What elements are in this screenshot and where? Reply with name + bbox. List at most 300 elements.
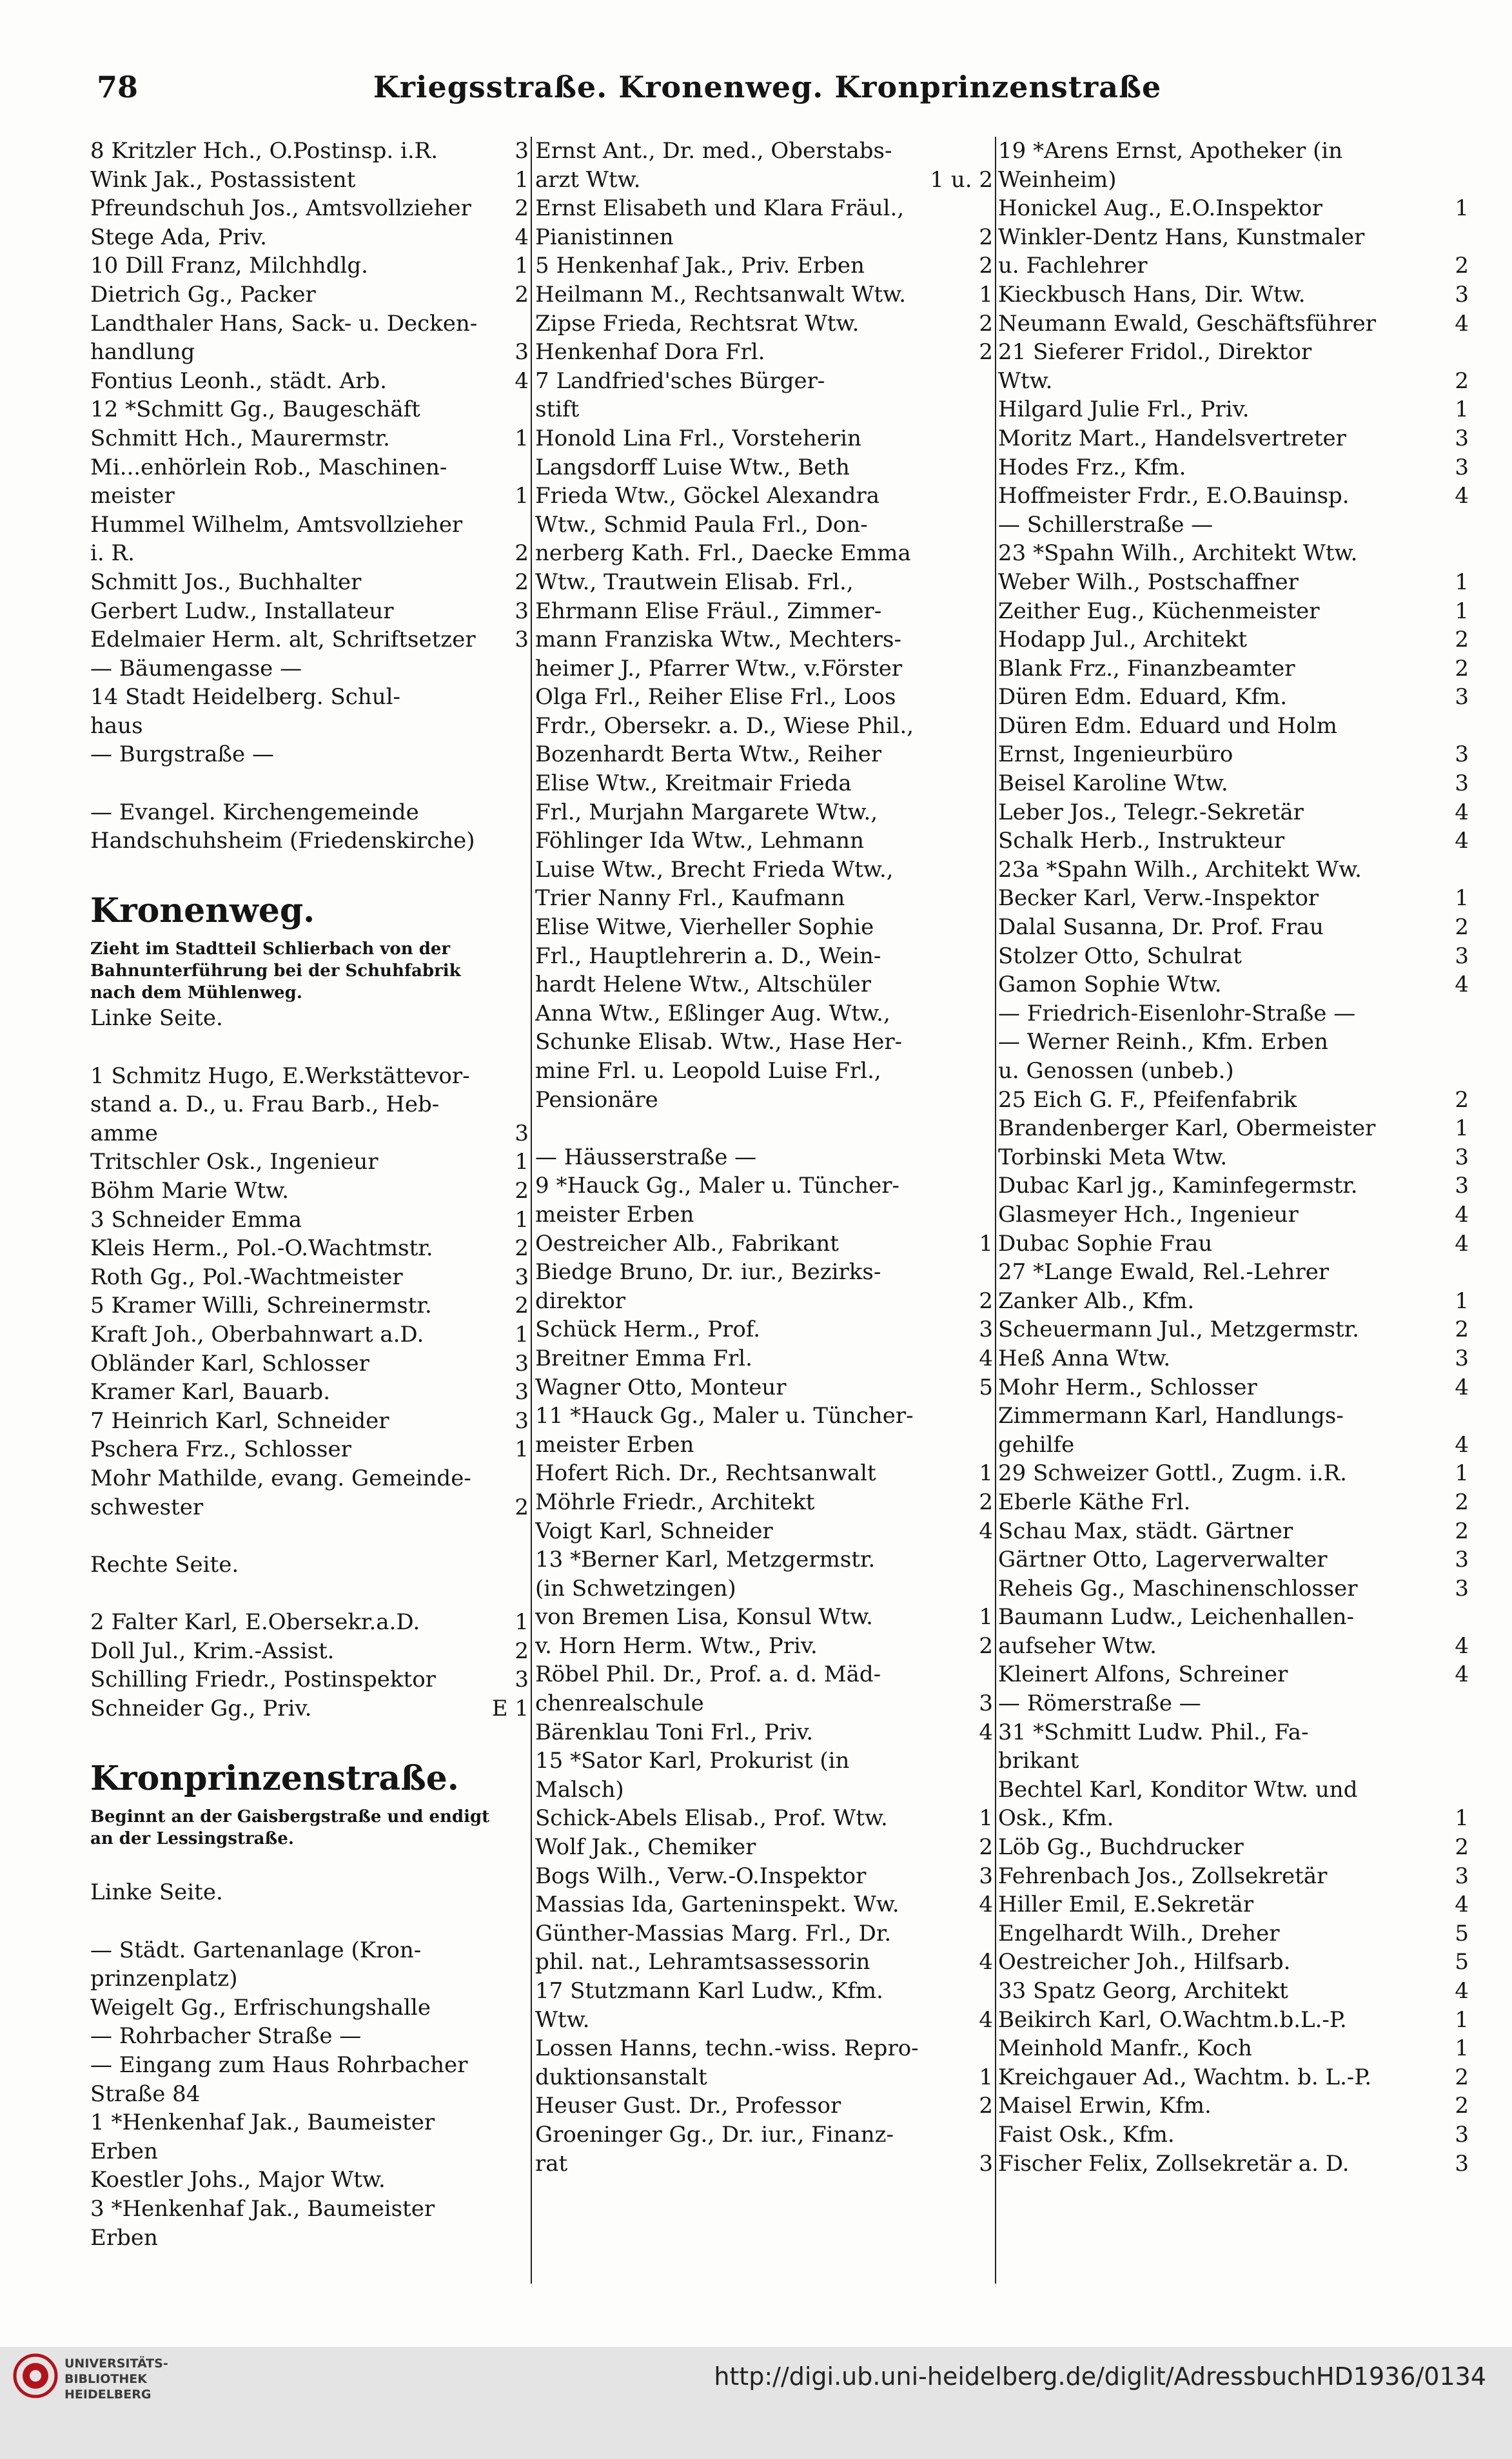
entry-text: Biedge Bruno, Dr. iur., Bezirks- [535,1259,881,1286]
entry-text: Zipse Frieda, Rechtsrat Wtw. [535,310,859,337]
entry-text: 31 *Schmitt Ludw. Phil., Fa- [998,1719,1309,1745]
entry-floor: 1 [515,483,529,509]
entry-text: Wtw., Trautwein Elisab. Frl., [535,569,854,595]
directory-entry [998,942,1469,971]
entry-text: — Häusserstraße — [535,1144,757,1170]
directory-entry [90,2108,529,2137]
directory-entry [90,960,529,982]
page-number: 78 [97,70,139,104]
entry-floor: 3 [1455,741,1469,768]
entry-floor [989,1660,993,1689]
directory-entry [535,884,993,913]
directory-entry [535,740,993,769]
entry-floor [989,1747,993,1776]
directory-entry [535,625,993,654]
entry-text: 27 *Lange Ewald, Rel.-Lehrer [998,1259,1330,1286]
directory-entry [90,1723,529,1752]
entry-text: Gärtner Otto, Lagerverwalter [998,1547,1328,1573]
directory-entry [535,1057,993,1086]
entry-floor [525,2080,529,2109]
entry-floor: 1 [979,1604,993,1631]
entry-text: 13 *Berner Karl, Metzgermstr. [535,1547,876,1573]
directory-entry [998,827,1469,856]
entry-floor: 1 [979,1460,993,1487]
directory-entry [998,194,1469,223]
directory-entry [998,1459,1469,1488]
directory-entry [535,1804,993,1833]
entry-floor: 1 [1455,195,1469,222]
entry-floor [989,1977,993,2006]
entry-floor [525,1936,529,1965]
entry-floor: 4 [1455,483,1469,509]
entry-text: Schneider Gg., Priv. [90,1695,312,1721]
entry-text: i. R. [90,540,135,567]
entry-floor: 4 [1455,1661,1469,1688]
directory-entry [535,2092,993,2121]
entry-text: 33 Spatz Georg, Architekt [998,1978,1288,2004]
directory-entry [90,1994,529,2023]
entry-text: Olga Frl., Reiher Elise Frl., Loos [535,684,896,710]
entry-text: Reheis Gg., Maschinenschlosser [998,1575,1358,1602]
entry-text: mann Franziska Wtw., Mechters- [535,627,901,653]
directory-entry [535,1143,993,1172]
entry-text: Osk., Kfm. [998,1805,1114,1832]
entry-text: Leber Jos., Telegr.-Sekretär [998,799,1304,825]
column-right [998,137,1469,2284]
directory-entry [535,1890,993,1919]
entry-text: — Römerstraße — [998,1690,1201,1717]
directory-entry [998,1200,1469,1230]
entry-floor: 3 [1455,1547,1469,1573]
source-url-link[interactable]: http://digi.ub.uni-heidelberg.de/diglit/AdressbuchHD1936/0134 [714,2362,1486,2391]
entry-text [90,1522,525,1551]
entry-text: Lossen Hanns, techn.-wiss. Repro- [535,2035,919,2062]
entry-text: 5 Henkenhaf Jak., Priv. Erben [535,253,865,279]
entry-floor [989,1200,993,1230]
entry-text: mine Frl. u. Leopold Luise Frl., [535,1058,881,1084]
entry-floor: 3 [979,2150,993,2177]
entry-floor [525,511,529,540]
directory-entry [535,913,993,942]
directory-entry [998,1143,1469,1172]
library-name-line: UNIVERSITÄTS- [64,2356,168,2371]
directory-entry [998,1488,1469,1517]
entry-text: Voigt Karl, Schneider [535,1518,773,1544]
entry-text: Fehrenbach Jos., Zollsekretär [998,1863,1328,1889]
entry-text: Linke Seite. [90,1005,223,1032]
entry-floor: 4 [979,1719,993,1745]
entry-text: 25 Eich G. F., Pfeifenfabrik [998,1086,1297,1113]
directory-entry [998,511,1469,540]
directory-entry [90,827,529,856]
entry-floor: 4 [1455,1230,1469,1257]
directory-entry [998,309,1469,338]
entry-floor: 3 [1455,2150,1469,2177]
directory-entry [998,1890,1469,1919]
entry-floor [525,683,529,712]
directory-entry [998,1948,1469,1977]
directory-entry [90,1579,529,1608]
entry-text: 14 Stadt Heidelberg. Schul- [90,684,400,710]
directory-entry [535,2150,993,2179]
directory-entry [535,1287,993,1316]
directory-entry [90,1907,529,1936]
entry-text: nerberg Kath. Frl., Daecke Emma [535,540,911,567]
directory-entry [90,1752,529,1806]
directory-entry [998,884,1469,913]
directory-entry [90,2224,529,2253]
directory-entry [535,367,993,396]
directory-entry [998,913,1469,942]
entry-text: v. Horn Herm. Wtw., Priv. [535,1632,818,1659]
directory-entry [535,1718,993,1747]
entry-text: Schau Max, städt. Gärtner [998,1518,1293,1544]
entry-floor [525,2224,529,2253]
entry-text: Tritschler Osk., Ingenieur [90,1149,378,1175]
directory-entry [998,1057,1469,1086]
directory-entry [535,309,993,338]
entry-floor [1465,1776,1469,1805]
entry-text: — Rohrbacher Straße — [90,2023,362,2050]
entry-text: Dubac Karl jg., Kaminfegermstr. [998,1173,1358,1199]
entry-text: haus [90,712,143,739]
entry-floor: 4 [515,224,529,250]
directory-entry [535,1086,993,1115]
entry-text: Zieht im Stadtteil Schlierbach von der [90,939,451,959]
directory-entry [535,1200,993,1230]
entry-floor: 2 [1455,2064,1469,2090]
entry-floor: 1 [515,1149,529,1175]
directory-entry [535,1517,993,1546]
entry-text: Kraft Joh., Oberbahnwart a.D. [90,1321,424,1347]
entry-text: Mi...enhörlein Rob., Maschinen- [90,454,447,480]
directory-entry [535,970,993,999]
entry-floor [989,1258,993,1287]
entry-floor: 2 [515,1293,529,1319]
entry-text: Pschera Frz., Schlosser [90,1436,351,1463]
entry-floor [989,1574,993,1603]
entry-text: — Evangel. Kirchengemeinde [90,799,419,825]
directory-entry [90,1637,529,1666]
entry-text: Heuser Gust. Dr., Professor [535,2093,841,2119]
directory-entry [535,1545,993,1574]
directory-entry [998,1315,1469,1344]
entry-text: meister [90,483,175,509]
entry-text: nach dem Mühlenweg. [90,983,302,1003]
entry-floor: 1 [515,425,529,451]
entry-text: Obländer Karl, Schlosser [90,1350,369,1376]
entry-text: Kronenweg. [90,891,315,931]
directory-entry [90,309,529,338]
entry-text: Schück Herm., Prof. [535,1317,761,1343]
entry-floor [989,798,993,827]
entry-floor [989,1776,993,1805]
directory-entry [998,1230,1469,1259]
entry-floor: 1 [979,281,993,308]
directory-entry [90,884,529,938]
entry-text: rat [535,2150,568,2177]
entry-floor [525,2051,529,2080]
entry-text: Gerbert Ludw., Installateur [90,598,394,624]
directory-entry [998,625,1469,654]
directory-entry [90,1033,529,1062]
directory-entry [998,251,1469,280]
entry-text: 10 Dill Franz, Milchhdlg. [90,253,368,279]
entry-floor [525,2108,529,2137]
directory-entry [998,1373,1469,1402]
directory-entry [998,568,1469,597]
entry-text: Hoffmeister Frdr., E.O.Bauinsp. [998,483,1350,509]
entry-text: heimer J., Pfarrer Wtw., v.Förster [535,655,903,681]
entry-floor [525,1090,529,1119]
directory-entry [90,453,529,482]
entry-text: Doll Jul., Krim.-Assist. [90,1638,335,1664]
entry-floor [989,827,993,856]
entry-floor: 3 [1455,2121,1469,2148]
directory-entry [90,1551,529,1580]
entry-floor [525,2195,529,2224]
entry-floor [525,1522,529,1551]
entry-floor: 2 [1455,1518,1469,1544]
entry-text: 1 Schmitz Hugo, E.Werkstättevor- [90,1063,470,1089]
directory-entry [998,1919,1469,1948]
entry-text: Ehrmann Elise Fräul., Zimmer- [535,598,882,624]
entry-text: Heilmann M., Rechtsanwalt Wtw. [535,281,907,308]
entry-text: Ernst Ant., Dr. med., Oberstabs- [535,138,892,164]
entry-floor: 3 [515,1350,529,1376]
entry-text: Trier Nanny Frl., Kaufmann [535,885,845,912]
entry-text: 7 Heinrich Karl, Schneider [90,1407,389,1434]
directory-entry [535,1574,993,1603]
entry-floor [989,913,993,942]
entry-text: — Burgstraße — [90,741,274,768]
entry-text: Frl., Murjahn Margarete Wtw., [535,799,878,825]
directory-entry [90,280,529,309]
library-seal-icon [13,2353,58,2398]
entry-text: Pfreundschuh Jos., Amtsvollzieher [90,195,471,222]
page-title: Kriegsstraße. Kronenweg. Kronprinzenstraße [373,70,1162,104]
directory-entry [535,942,993,971]
entry-text: an der Lessingstraße. [90,1828,294,1848]
entry-text: Dubac Sophie Frau [998,1230,1213,1257]
directory-entry [90,395,529,424]
entry-text: meister Erben [535,1201,694,1228]
entry-floor [989,137,993,166]
entry-floor: 2 [979,1288,993,1314]
entry-floor [1465,137,1469,166]
entry-text: Luise Wtw., Brecht Frieda Wtw., [535,856,894,883]
directory-entry [90,1004,529,1033]
entry-text: Winkler-Dentz Hans, Kunstmaler [998,224,1365,250]
entry-floor [525,1723,529,1752]
entry-text: Bahnunterführung bei der Schuhfabrik [90,961,461,981]
directory-entry [90,1464,529,1493]
entry-text: 23 *Spahn Wilh., Architekt Wtw. [998,540,1358,567]
directory-entry [90,511,529,540]
entry-text: brikant [998,1748,1079,1774]
directory-entry [90,194,529,223]
directory-entry [535,1776,993,1805]
entry-floor: 3 [515,1120,529,1146]
entry-floor: 2 [1455,2093,1469,2119]
entry-text: Groeninger Gg., Dr. iur., Finanz- [535,2121,894,2148]
entry-floor: 1 [979,1230,993,1257]
entry-floor [525,309,529,338]
directory-entry [998,1833,1469,1862]
library-name-line: BIBLIOTHEK [64,2372,147,2386]
directory-entry [535,1689,993,1718]
directory-entry [998,395,1469,424]
directory-entry [535,1315,993,1344]
entry-text: Schmitt Jos., Buchhalter [90,569,362,595]
entry-floor: 2 [1455,367,1469,394]
entry-floor [989,970,993,999]
directory-entry [90,367,529,396]
directory-entry [90,1206,529,1235]
entry-text: Edelmaier Herm. alt, Schriftsetzer [90,627,476,653]
directory-entry [998,2150,1469,2179]
directory-entry [998,1287,1469,1316]
directory-entry [90,568,529,597]
entry-floor: 4 [1455,310,1469,337]
entry-text [90,1579,525,1608]
directory-entry [535,827,993,856]
entry-text: aufseher Wtw. [998,1632,1157,1659]
directory-entry [90,1608,529,1637]
entry-floor [525,769,529,798]
entry-floor [989,511,993,540]
directory-entry [998,338,1469,367]
entry-text: 1 *Henkenhaf Jak., Baumeister [90,2110,435,2136]
directory-entry [535,1488,993,1517]
entry-text: hardt Helene Wtw., Altschüler [535,972,871,998]
entry-floor: 1 [515,1436,529,1463]
entry-floor [1465,1718,1469,1747]
directory-entry [90,2022,529,2051]
entry-floor [1465,338,1469,367]
entry-floor: 1 [1455,569,1469,595]
entry-floor: 4 [979,1949,993,1975]
entry-text: prinzenplatz) [90,1966,238,1992]
directory-entry [998,1028,1469,1057]
entry-text: Wink Jak., Postassistent [90,166,356,193]
entry-text: Ernst Elisabeth und Klara Fräul., [535,195,905,222]
entry-text: Röbel Phil. Dr., Prof. a. d. Mäd- [535,1661,881,1688]
directory-entry [998,1862,1469,1891]
entry-floor [989,367,993,396]
entry-text: Wolf Jak., Chemiker [535,1834,756,1861]
entry-floor [525,1907,529,1936]
directory-entry [998,1431,1469,1460]
directory-entry [90,625,529,654]
directory-entry [998,856,1469,885]
entry-text: Schmitt Hch., Maurermstr. [90,425,390,451]
entry-floor: 4 [1455,972,1469,998]
directory-entry [90,654,529,683]
directory-entry [998,597,1469,626]
directory-entry [535,2063,993,2092]
entry-floor: 1 [1455,397,1469,423]
entry-floor: 4 [1455,1632,1469,1659]
entry-text: Erben [90,2138,158,2164]
entry-floor: 2 [979,2093,993,2119]
entry-floor: 4 [979,2006,993,2033]
entry-floor: 4 [1455,1892,1469,1918]
directory-entry [998,539,1469,568]
directory-entry [90,1349,529,1378]
entry-text: 17 Stutzmann Karl Ludw., Kfm. [535,1978,883,2004]
directory-entry [535,798,993,827]
entry-floor [989,194,993,223]
entry-floor: 3 [979,1863,993,1889]
entry-text: Wtw., Schmid Paula Frl., Don- [535,511,868,538]
entry-text: Langsdorff Luise Wtw., Beth [535,454,850,480]
entry-floor: 2 [979,1489,993,1515]
entry-text: Hilgard Julie Frl., Priv. [998,397,1250,423]
directory-entry [998,1344,1469,1373]
entry-text: 5 Kramer Willi, Schreinermstr. [90,1293,432,1319]
entry-floor: 1 [1455,1288,1469,1314]
entry-text: Becker Karl, Verw.-Inspektor [998,885,1319,912]
entry-text: Brandenberger Karl, Obermeister [998,1115,1376,1142]
directory-entry [998,2121,1469,2150]
entry-text: 3 Schneider Emma [90,1206,302,1233]
entry-floor [1465,223,1469,252]
entry-text: Weigelt Gg., Erfrischungshalle [90,1994,431,2021]
directory-entry [90,2195,529,2224]
entry-text [90,856,525,885]
entry-text: Schick-Abels Elisab., Prof. Wtw. [535,1805,888,1832]
entry-floor: 4 [1455,1978,1469,2004]
directory-entry [998,1747,1469,1776]
directory-entry [998,2092,1469,2121]
directory-entry [90,1177,529,1206]
entry-text: Baumann Ludw., Leichenhallen- [998,1604,1354,1631]
entry-text [90,1907,525,1936]
entry-text: Beisel Karoline Wtw. [998,770,1228,797]
entry-text: Düren Edm. Eduard, Kfm. [998,684,1288,710]
directory-entry [90,1148,529,1177]
directory-entry [90,740,529,769]
entry-floor [989,625,993,654]
directory-entry [535,1833,993,1862]
directory-entry [90,1119,529,1148]
entry-text: Neumann Ewald, Geschäftsführer [998,310,1376,337]
entry-floor [989,884,993,913]
directory-entry [535,568,993,597]
entry-floor [989,597,993,626]
entry-text: 19 *Arens Ernst, Apotheker (in [998,138,1343,164]
entry-floor: 1 [515,166,529,193]
entry-floor: 2 [1455,655,1469,681]
entry-floor [1465,539,1469,568]
entry-floor: 2 [979,339,993,366]
directory-entry [535,856,993,885]
entry-text: stand a. D., u. Frau Barb., Heb- [90,1092,440,1118]
entry-text: Elise Witwe, Vierheller Sophie [535,914,874,941]
entry-text: Beginnt an der Gaisbergstraße und endigt [90,1807,490,1827]
entry-floor: 2 [515,1178,529,1204]
directory-entry [535,1258,993,1287]
entry-text: Düren Edm. Eduard und Holm [998,712,1337,739]
entry-floor [989,2121,993,2150]
entry-floor [1465,1057,1469,1086]
entry-floor [1465,1747,1469,1776]
directory-entry [90,223,529,252]
entry-text: 8 Kritzler Hch., O.Postinsp. i.R. [90,138,438,164]
directory-entry [535,2034,993,2063]
directory-entry [535,2006,993,2035]
